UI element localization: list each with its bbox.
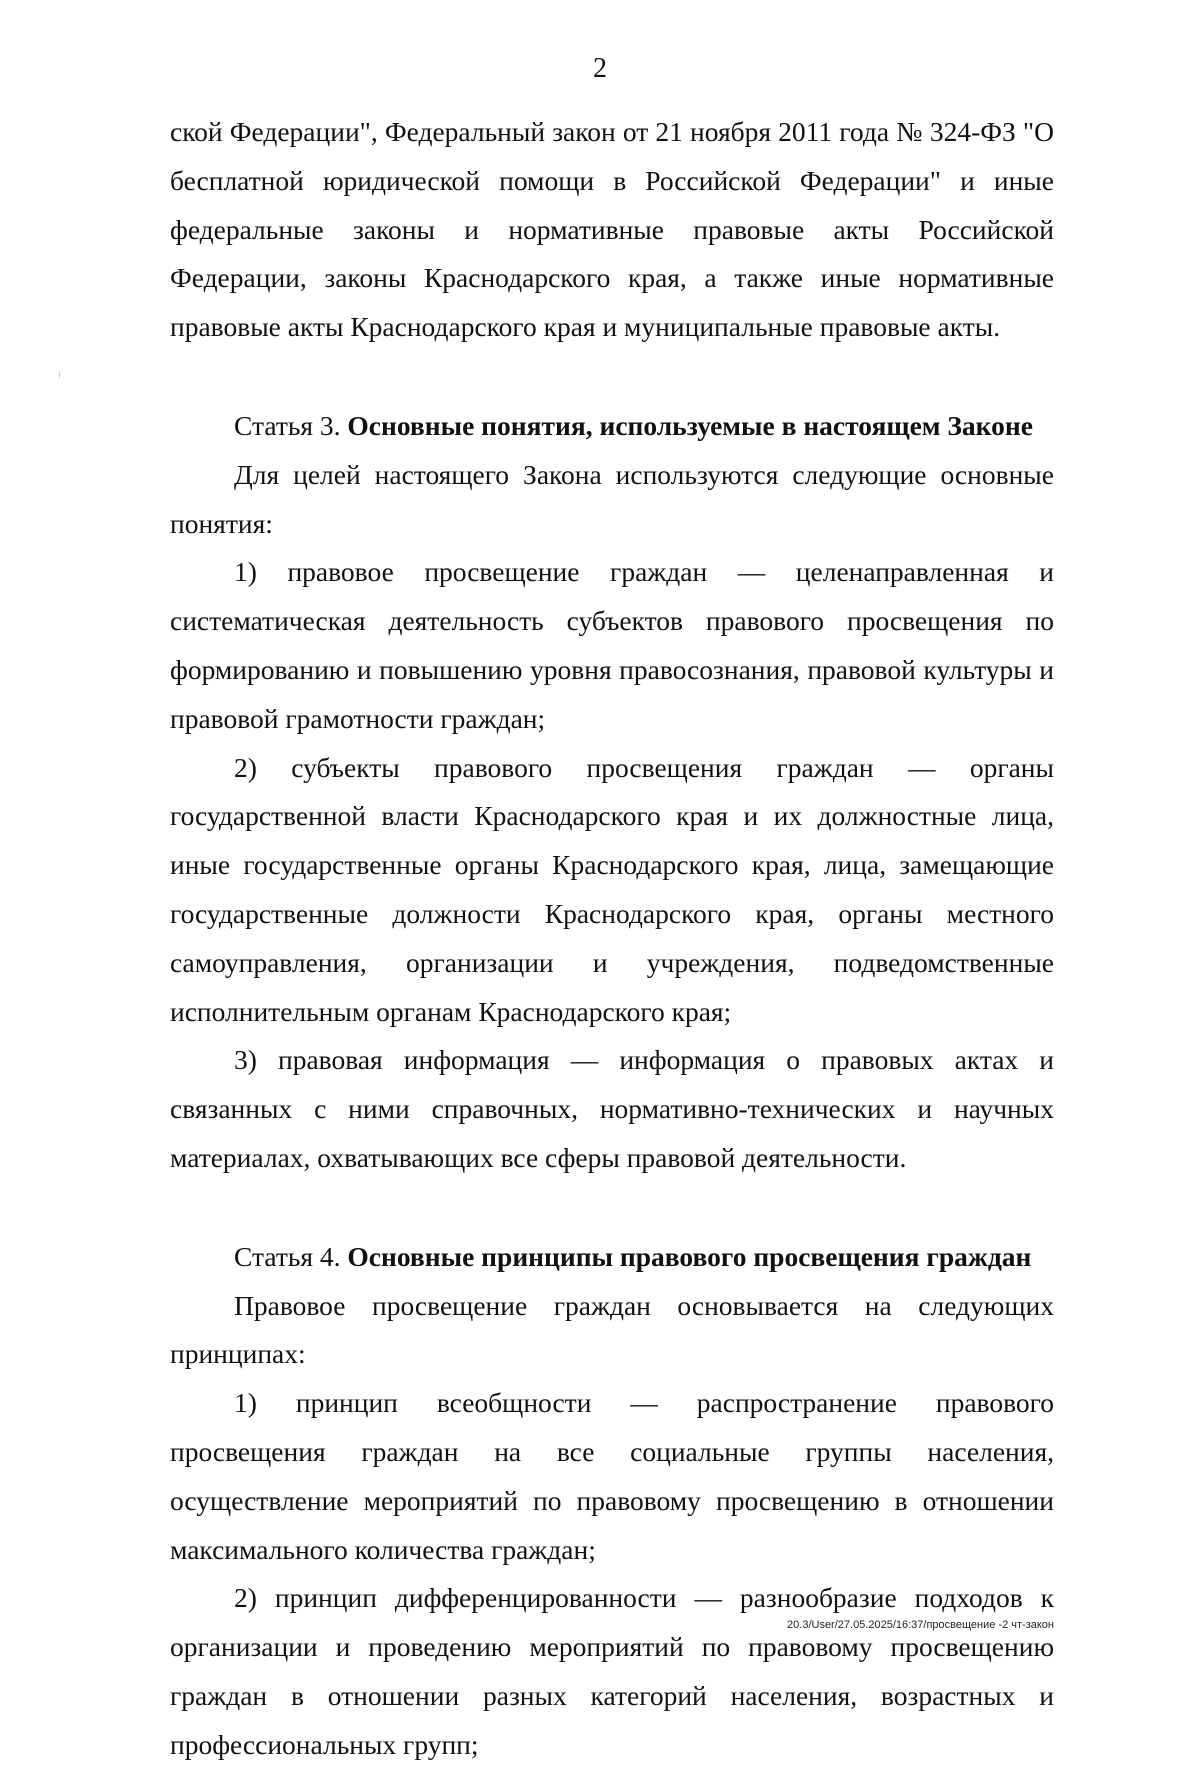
article-4-item-1: 1) принцип всеобщности — распространение правового просвещения граждан на все социальные группы населения, осуществление мероприятий по правовому просвещению в отношении максимального количества граждан; bbox=[170, 1387, 1054, 1565]
article-4-prefix: Статья 4. bbox=[234, 1240, 348, 1272]
article-4-intro: Правовое просвещение граждан основывается на следующих принципах: bbox=[170, 1289, 1054, 1370]
article-3-intro: Для целей настоящего Закона используются следующие основные понятия: bbox=[170, 458, 1054, 539]
continuation-paragraph: ской Федерации", Федеральный закон от 21 ноября 2011 года № 324-ФЗ "О бесплатной юридической помощи в Российской Федерации" и иные федеральные законы и нормативные правовые акты Российской Федерации, законы Краснодарского края, а также иные нормативные правовые акты Краснодарского края и муниципальные правовые акты. bbox=[170, 116, 1054, 343]
article-3-item-3: 3) правовая информация — информация о правовых актах и связанных с ними справочных, нормативно-технических и научных материалах, охватывающих все сферы правовой деятельности. bbox=[170, 1044, 1054, 1173]
article-4-item-2: 2) принцип дифференцированности — разнообразие подходов к организации и проведению мероприятий по правовому просвещению граждан в отношении разных категорий населения, возрастных и профессиональных групп; bbox=[170, 1582, 1054, 1760]
article-4-title: Основные принципы правового просвещения граждан bbox=[347, 1240, 1032, 1272]
footer-file-stamp: 20.3/User/27.05.2025/16:37/просвещение -2 чт-закон bbox=[787, 1619, 1054, 1631]
page-number: 2 bbox=[593, 53, 607, 84]
article-3-item-1: 1) правовое просвещение граждан — целенаправленная и систематическая деятельность субъектов правового просвещения по формированию и повышению уровня правосознания, правовой культуры и правовой грамотности граждан; bbox=[170, 556, 1054, 734]
scan-speck bbox=[59, 372, 60, 378]
article-3-heading bbox=[170, 402, 1054, 451]
article-3-prefix: Статья 3. bbox=[234, 409, 348, 441]
article-3-item-2: 2) субъекты правового просвещения граждан — органы государственной власти Краснодарского края и их должностные лица, иные государственные органы Краснодарского края, лица, замещающие государственные должности Краснодарского края, органы местного самоуправления, организации и учреждения, подведомственные исполнительным органам Краснодарского края; bbox=[170, 751, 1054, 1027]
article-4-heading bbox=[170, 1233, 1054, 1282]
article-3-title: Основные понятия, используемые в настоящем Законе bbox=[347, 409, 1033, 441]
document-body bbox=[170, 108, 1054, 1770]
